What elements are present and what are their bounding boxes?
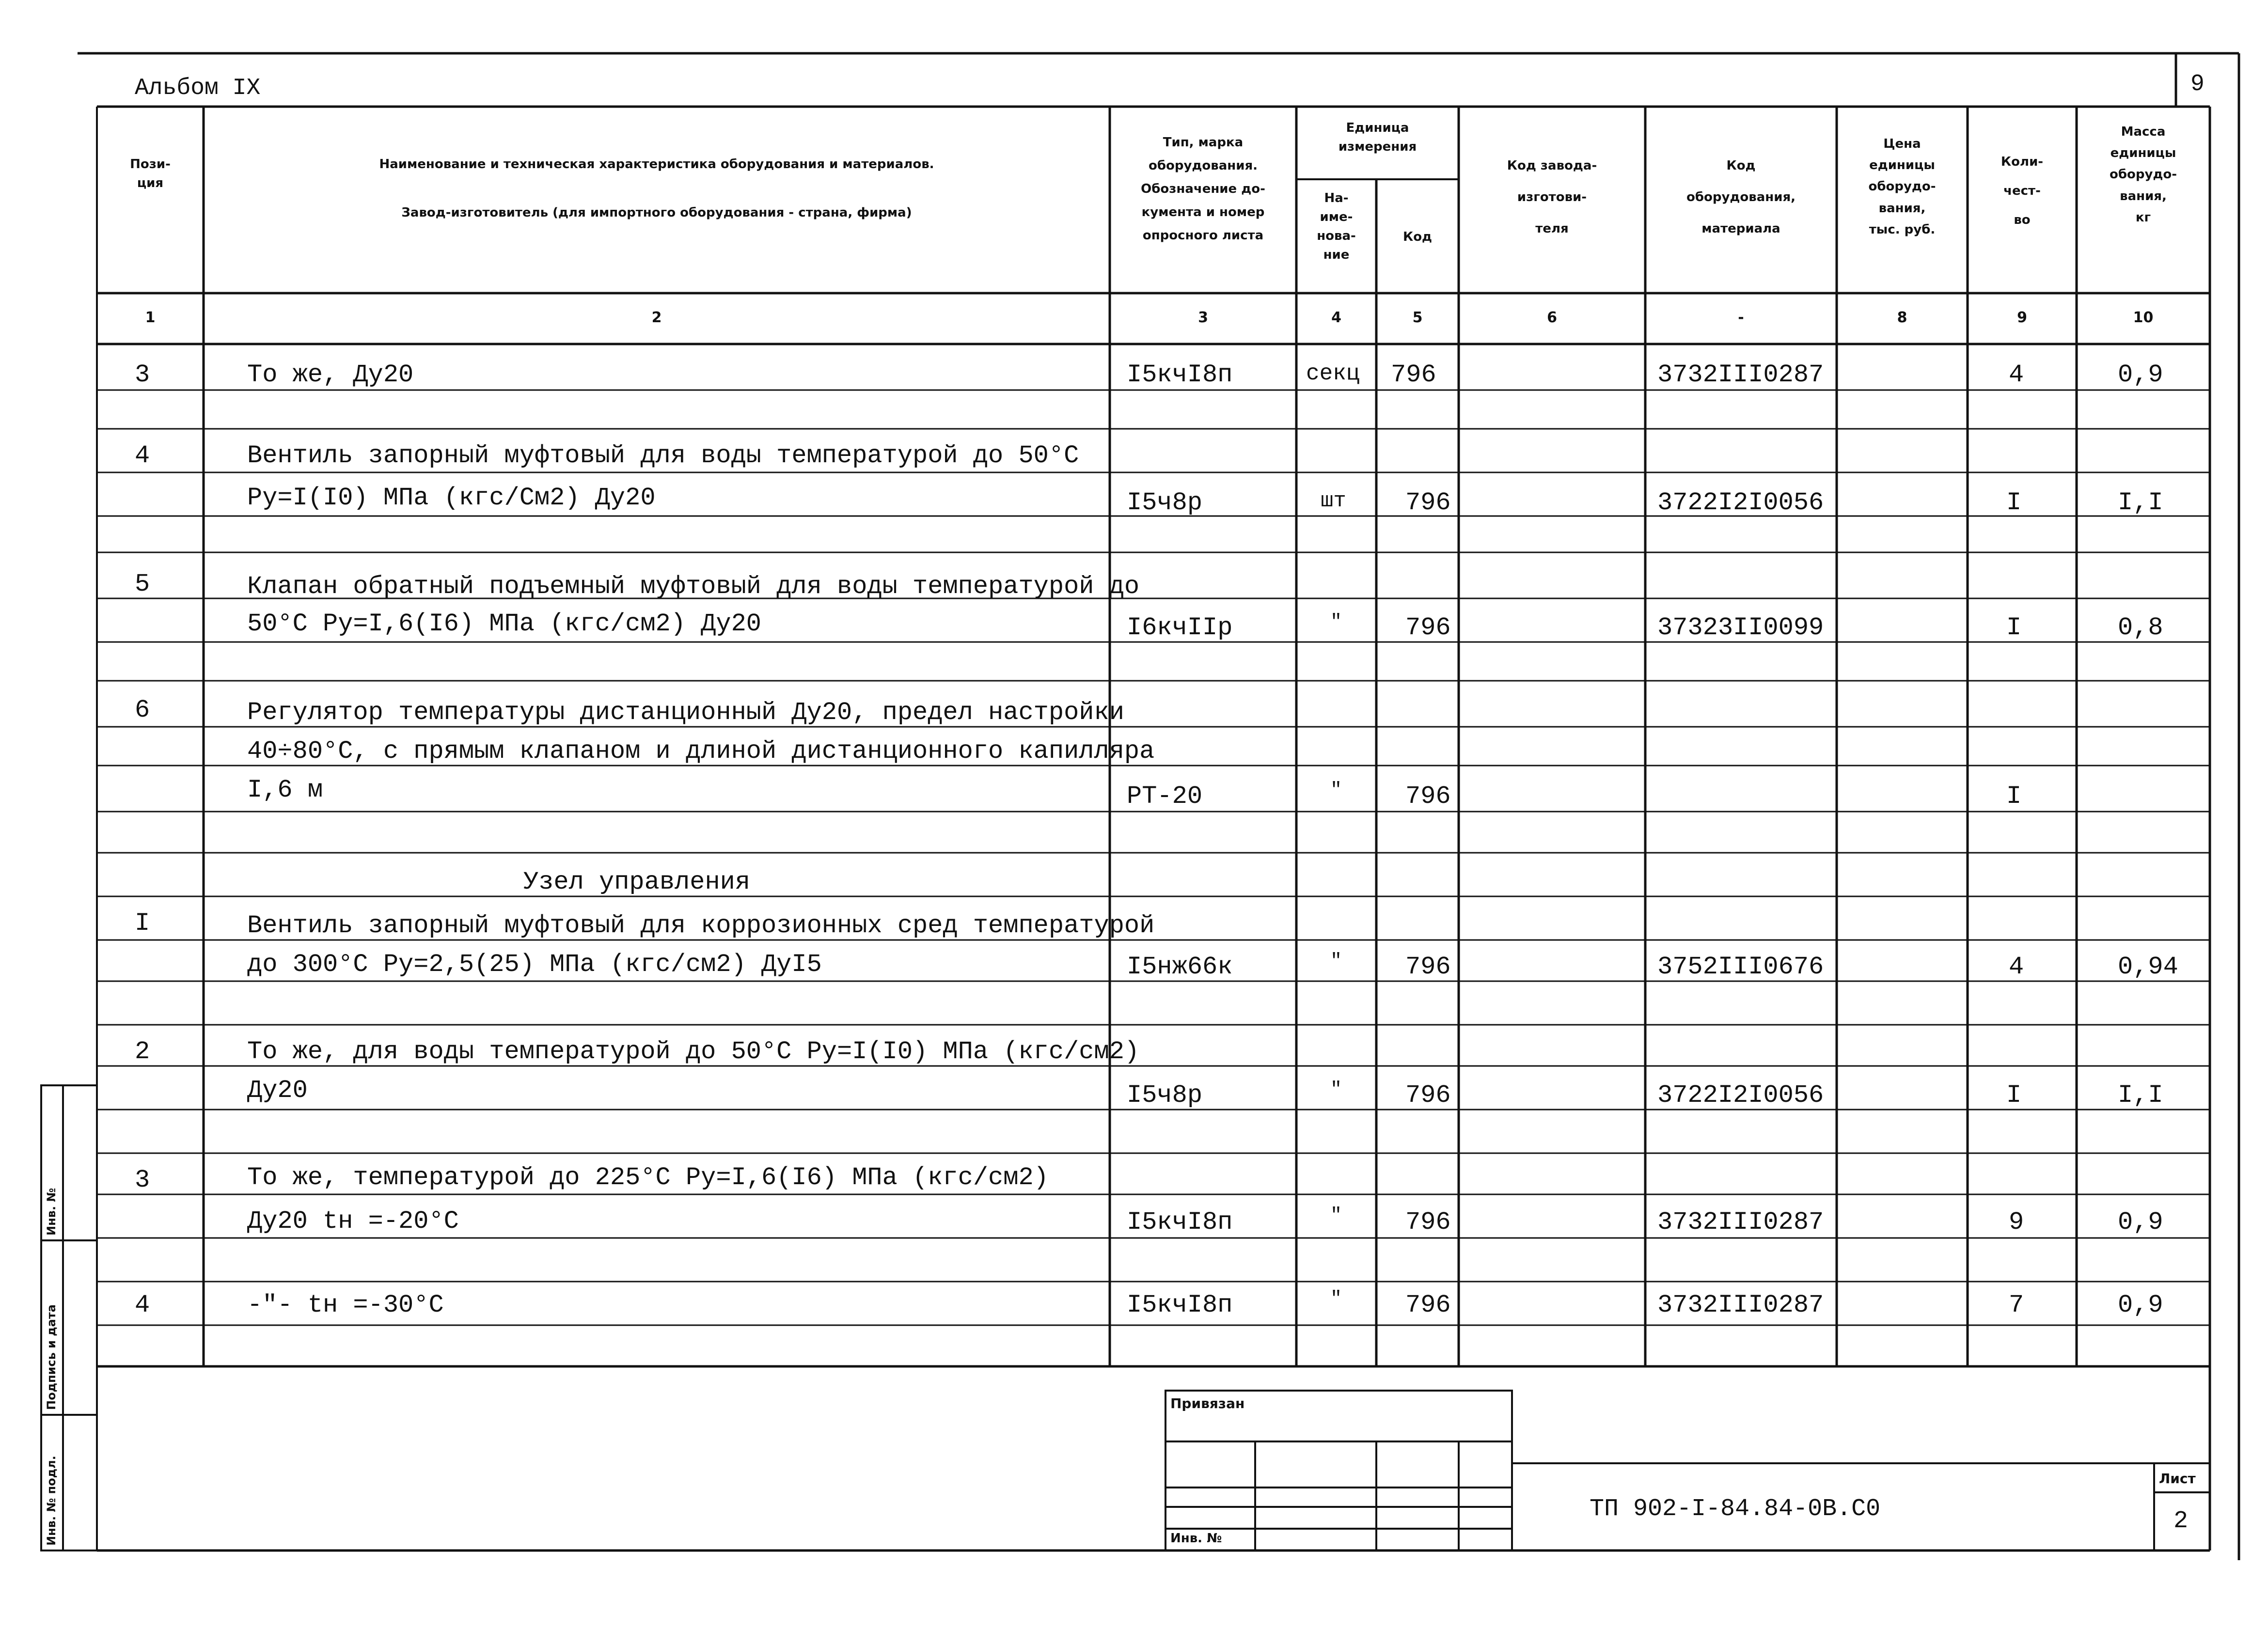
type-cell: I5ч8р [1127,488,1203,517]
unit-cell: " [1330,780,1342,801]
col-number: 1 [145,309,156,326]
margin-inv-duplicate: Инв. № [45,1188,58,1236]
unit-cell: " [1330,1288,1342,1310]
position-cell: 4 [135,441,150,470]
equipment-code-cell: 3722I2I0056 [1657,488,1824,517]
quantity-cell: I [2006,1081,2022,1110]
equipment-code-cell: 3722I2I0056 [1657,1081,1824,1110]
name-cell: 40÷80°С, с прямым клапаном и длиной дистанционного капилляра [247,737,1155,766]
name-cell: Ду20 tн =-20°С [247,1207,459,1236]
name-cell: 50°С Ру=I,6(I6) МПа (кгс/см2) Ду20 [247,610,761,638]
header-position: Пози- ция [130,157,171,190]
header-name-line1: Наименование и техническая характеристика оборудования и материалов. [379,157,934,172]
col-number: 6 [1547,309,1557,326]
equipment-code-cell: 3732III0287 [1657,1291,1824,1319]
header-qty: Коли- чест- во [2000,155,2044,227]
col-number: - [1738,309,1744,326]
position-cell: 3 [135,1166,150,1194]
quantity-cell: I [2006,613,2022,642]
mass-cell: 0,9 [2118,1291,2163,1319]
section-title: Узел управления [523,868,751,896]
quantity-cell: I [2006,782,2022,811]
unit-cell: " [1330,1079,1342,1101]
position-cell: I [135,909,150,938]
col-number: 9 [2017,309,2027,326]
position-cell: 5 [135,570,150,598]
position-cell: 6 [135,696,150,724]
type-cell: I5ч8р [1127,1081,1203,1110]
col-number: 10 [2133,309,2154,326]
margin-inv-original: Инв. № подл. [45,1456,58,1546]
quantity-cell: 4 [2009,360,2024,389]
position-cell: 2 [135,1037,150,1066]
name-cell: То же, Ду20 [247,360,414,389]
equipment-code-cell: 3732III0287 [1657,360,1824,389]
col-number: 4 [1331,309,1341,326]
type-cell: I5нж66к [1127,953,1233,981]
col-number: 8 [1897,309,1907,326]
quantity-cell: I [2006,488,2022,517]
quantity-cell: 4 [2009,953,2024,981]
header-unit-code: Код [1402,230,1433,244]
mass-cell: 0,94 [2118,953,2178,981]
position-cell: 4 [135,1291,150,1319]
name-cell: -"- tн =-30°С [247,1291,444,1319]
type-cell: I5кчI8п [1127,1291,1233,1319]
mass-cell: I,I [2118,1081,2163,1110]
header-equip-code: Код оборудования, материала [1686,158,1796,236]
document-code: ТП 902-I-84.84-0В.С0 [1590,1495,1881,1523]
unit-code-cell: 796 [1405,1208,1451,1237]
unit-code-cell: 796 [1405,953,1451,981]
type-cell: I6кчIIр [1127,613,1233,642]
name-cell: То же, для воды температурой до 50°С Ру=I(I0) МПа (кгс/см2) [247,1037,1140,1066]
unit-cell: " [1330,951,1342,972]
unit-code-cell: 796 [1405,782,1451,811]
name-cell: Регулятор температуры дистанционный Ду20, предел настройки [247,698,1124,727]
unit-code-cell: 796 [1405,1291,1451,1319]
header-mass: Масса единицы оборудо- вания, кг [2109,125,2177,225]
name-cell: Ду20 [247,1076,308,1105]
header-type: Тип, марка оборудования. Обозначение до- кумента и номер опросного листа [1141,135,1265,243]
quantity-cell: 7 [2009,1291,2024,1319]
mass-cell: 0,8 [2118,613,2163,642]
equipment-code-cell: 3752III0676 [1657,953,1824,981]
unit-code-cell: 796 [1405,613,1451,642]
unit-code-cell: 796 [1405,488,1451,517]
sheet-number: 2 [2174,1507,2189,1535]
position-cell: 3 [135,360,150,389]
unit-code-cell: 796 [1405,1081,1451,1110]
name-cell: Клапан обратный подъемный муфтовый для воды температурой до [247,572,1140,601]
mass-cell: I,I [2118,488,2163,517]
col-number: 2 [651,309,662,326]
mass-cell: 0,9 [2118,360,2163,389]
name-cell: I,6 м [247,776,323,804]
unit-cell: шт [1321,489,1346,513]
header-price: Цена единицы оборудо- вания, тыс. руб. [1868,137,1936,237]
name-cell: до 300°С Ру=2,5(25) МПа (кгс/см2) ДуI5 [247,950,822,979]
mass-cell: 0,9 [2118,1208,2163,1237]
type-cell: I5кчI8п [1127,1208,1233,1237]
inventory-label: Инв. № [1170,1531,1222,1546]
type-cell: РТ-20 [1127,782,1203,811]
equipment-code-cell: 37323II0099 [1657,613,1824,642]
name-cell: То же, температурой до 225°С Ру=I,6(I6) МПа (кгс/см2) [247,1163,1049,1192]
unit-code-cell: 796 [1391,360,1436,389]
unit-cell: секц [1306,361,1360,386]
header-name-line2: Завод-изготовитель (для импортного оборудования - страна, фирма) [401,205,912,220]
unit-cell: " [1330,1205,1342,1227]
name-cell: Ру=I(I0) МПа (кгс/См2) Ду20 [247,484,656,512]
quantity-cell: 9 [2009,1208,2024,1237]
name-cell: Вентиль запорный муфтовый для воды температурой до 50°С [247,441,1079,470]
linked-label: Привязан [1170,1395,1245,1411]
header-unit-name: На- име- нова- ние [1317,191,1356,262]
type-cell: I5кчI8п [1127,360,1233,389]
header-unit: Единица измерения [1338,121,1417,154]
col-number: 3 [1198,309,1208,326]
album-label: Альбом IX [135,75,261,101]
unit-cell: " [1330,611,1342,633]
corner-page-number: 9 [2190,71,2205,97]
header-plant-code: Код завода- изготови- теля [1507,158,1597,236]
equipment-code-cell: 3732III0287 [1657,1208,1824,1237]
sheet-label: Лист [2159,1471,2196,1487]
col-number: 5 [1412,309,1423,326]
name-cell: Вентиль запорный муфтовый для коррозионных сред температурой [247,911,1155,940]
margin-sign-date: Подпись и дата [45,1304,58,1410]
